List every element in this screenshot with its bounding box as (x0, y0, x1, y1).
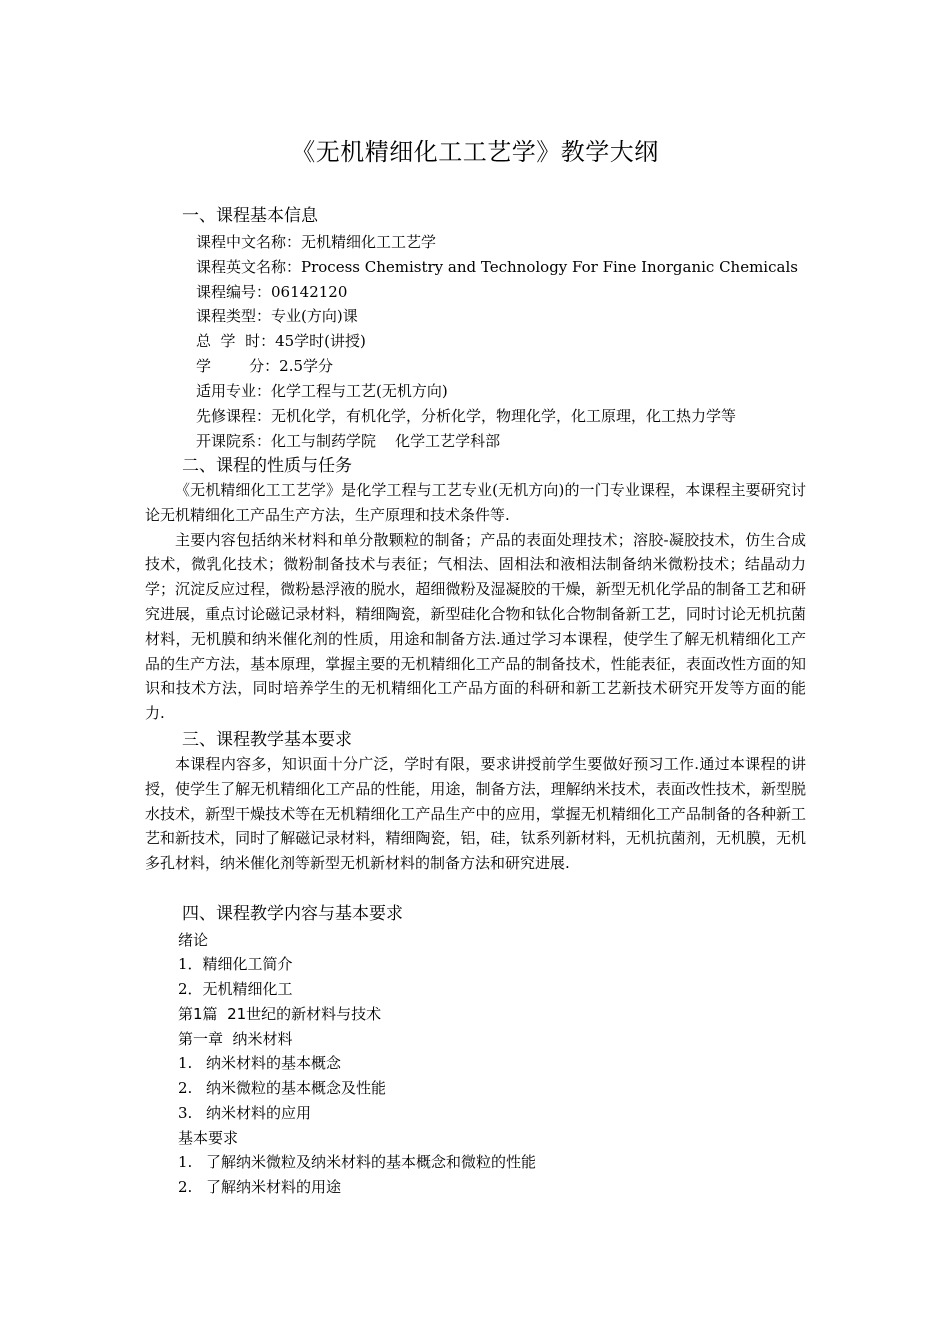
info-value: Process Chemistry and Technology For Fine Inorganic Chemicals (301, 258, 798, 276)
info-label: 课程编号： (196, 283, 272, 301)
list-number: 3. (178, 1104, 193, 1122)
section-heading-nature: 二、课程的性质与任务 (182, 456, 352, 476)
chapter-heading: 第一章 纳米材料 (178, 1030, 293, 1048)
info-label: 适用专业： (196, 382, 272, 400)
info-row-en-name (196, 255, 798, 279)
list-text: 纳米材料的应用 (206, 1104, 312, 1122)
info-value: 06142120 (271, 283, 348, 301)
list-item (178, 1175, 341, 1199)
list-number: 2. (178, 1079, 193, 1097)
list-number: 2. (178, 1178, 193, 1196)
list-item (178, 1051, 341, 1075)
info-label: 课程英文名称： (196, 258, 302, 276)
list-item: 2．无机精细化工 (178, 980, 293, 998)
list-item (178, 1101, 311, 1125)
info-value: 化工与制药学院 化学工艺学科部 (271, 432, 501, 450)
info-row-cn-name (196, 230, 436, 254)
info-label: 先修课程： (196, 407, 272, 425)
list-item (178, 1150, 536, 1174)
info-label: 学 分： (196, 357, 280, 375)
section-nature-body (145, 478, 806, 726)
list-text: 了解纳米材料的用途 (206, 1178, 342, 1196)
section-heading-basic-info: 一、课程基本信息 (182, 206, 318, 226)
paragraph: 本课程内容多，知识面十分广泛，学时有限，要求讲授前学生要做好预习工作.通过本课程的讲授，使学生了解无机精细化工产品的性能，用途，制备方法，理解纳米技术，表面改性技术，新型脱水技术，新型干燥技术等在无机精细化工产品生产中的应用，掌握无机精细化工产品制备的各种新工艺和新技术，同时了解磁记录材料，精细陶瓷，铝，硅，钛系列新材料，无机抗菌剂，无机膜，无机多孔材料，纳米催化剂等新型无机新材料的制备方法和研究进展. (145, 755, 806, 873)
section-requirements-body (145, 752, 806, 876)
info-value: 化学工程与工艺(无机方向) (271, 382, 448, 400)
list-text: 了解纳米微粒及纳米材料的基本概念和微粒的性能 (206, 1153, 537, 1171)
info-value: 无机化学，有机化学，分析化学，物理化学，化工原理，化工热力学等 (271, 407, 737, 425)
list-item: 1．精细化工简介 (178, 955, 293, 973)
paragraph: 主要内容包括纳米材料和单分散颗粒的制备；产品的表面处理技术；溶胶-凝胶技术，仿生合成技术，微乳化技术；微粉制备技术与表征；气相法、固相法和液相法制备纳米微粉技术；结晶动力学；沉淀反应过程，微粉悬浮液的脱水，超细微粉及湿凝胶的干燥，新型无机化学品的制备工艺和研究进展，重点讨论磁记录材料，精细陶瓷，新型硅化合物和钛化合物制备新工艺，同时讨论无机抗菌材料，无机膜和纳米催化剂的性质，用途和制备方法.通过学习本课程，使学生了解无机精细化工产品的生产方法，基本原理，掌握主要的无机精细化工产品的制备技术，性能表征，表面改性方面的知识和技术方法，同时培养学生的无机精细化工产品方面的科研和新工艺新技术研究开发等方面的能力. (145, 530, 806, 723)
paragraph: 《无机精细化工工艺学》是化学工程与工艺专业(无机方向)的一门专业课程，本课程主要研究讨论无机精细化工产品生产方法，生产原理和技术条件等. (145, 481, 806, 524)
intro-heading: 绪论 (178, 931, 209, 949)
info-value: 无机精细化工工艺学 (301, 233, 437, 251)
part-heading: 第1篇 21世纪的新材料与技术 (178, 1005, 382, 1023)
list-text: 纳米微粒的基本概念及性能 (206, 1079, 387, 1097)
section-heading-requirements: 三、课程教学基本要求 (182, 730, 352, 750)
list-item (178, 1076, 386, 1100)
info-value: 2.5学分 (279, 357, 334, 375)
info-row-major (196, 379, 448, 403)
info-value: 45学时(讲授) (275, 332, 366, 350)
list-text: 纳米材料的基本概念 (206, 1054, 342, 1072)
info-label: 课程中文名称： (196, 233, 302, 251)
info-label: 总 学 时： (196, 332, 276, 350)
info-value: 专业(方向)课 (271, 307, 358, 325)
info-label: 课程类型： (196, 307, 272, 325)
requirements-heading: 基本要求 (178, 1129, 239, 1147)
info-label: 开课院系： (196, 432, 272, 450)
section-heading-content: 四、课程教学内容与基本要求 (182, 904, 403, 924)
document-title: 《无机精细化工工艺学》教学大纲 (291, 138, 659, 166)
list-number: 1. (178, 1153, 193, 1171)
info-row-type (196, 304, 358, 328)
info-row-credits (196, 354, 333, 378)
list-number: 1. (178, 1054, 193, 1072)
info-row-prerequisites (196, 404, 736, 428)
info-row-department (196, 429, 500, 453)
info-row-hours (196, 329, 366, 353)
info-row-code (196, 280, 347, 304)
